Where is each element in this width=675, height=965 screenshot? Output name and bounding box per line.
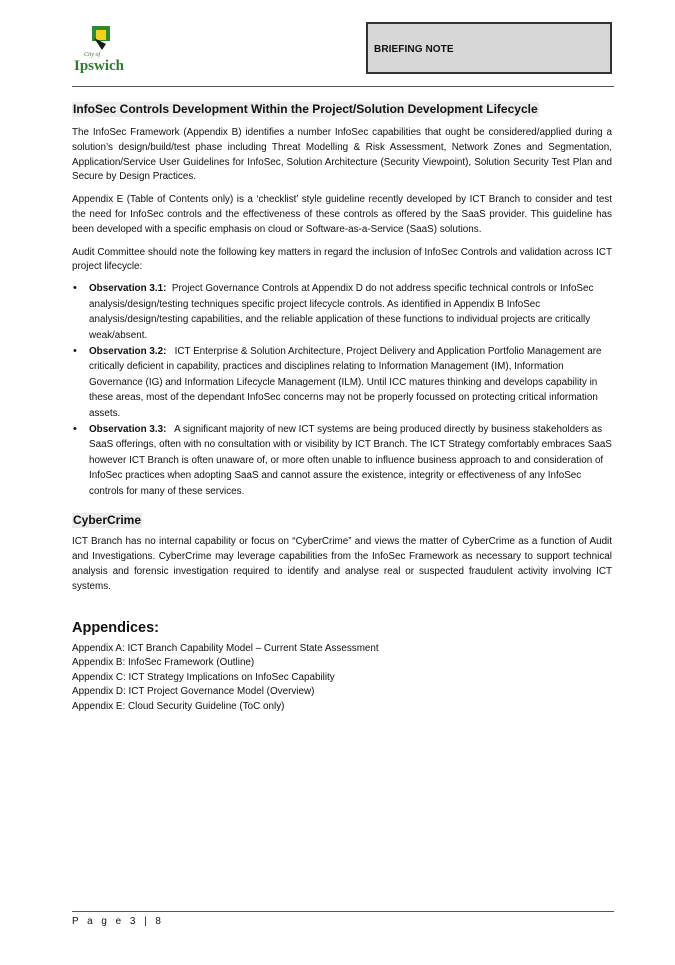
appendix-item: Appendix C: ICT Strategy Implications on InfoSec Capability <box>72 671 335 683</box>
observations-list <box>72 281 612 499</box>
observation-text: A significant majority of new ICT systems are being produced directly by business stakeholders as SaaS offerings, often with no consultation with or visibility by ICT Branch. The ICT Strategy comfortably embraces SaaS however ICT Branch is often unaware of, or more often unable to influence business approach to and consideration of InfoSec practices when adopting SaaS and cannot assure the existence, integrity or effectiveness of any InfoSec controls for many of these services. <box>89 423 612 497</box>
section-heading-infosec: InfoSec Controls Development Within the Project/Solution Development Lifecycle <box>73 102 538 116</box>
svg-text:City of: City of <box>84 52 101 58</box>
observation-item <box>89 344 612 422</box>
observation-label: Observation 3.2: <box>89 345 167 357</box>
observation-text: Project Governance Controls at Appendix D do not address specific technical controls or InfoSec analysis/design/testing techniques specific project lifecycle controls. As identified in Appendix B InfoSec analysis/design/testing capabilities, and the reliable application of these functions to individual projects are critically weak/absent. <box>89 283 594 341</box>
paragraph-cybercrime: ICT Branch has no internal capability or focus on “CyberCrime” and views the matter of CyberCrime as a function of Audit and Investigations. CyberCrime may leverage capabilities from the InfoSec Framework as necessary to support technical analysis and forensic investigation required to identify and analyse real or suspected fraudulent activity involving ICT systems. <box>72 536 612 592</box>
briefing-note-box <box>366 22 612 74</box>
paragraph-appendix-e: Appendix E (Table of Contents only) is a ‘checklist’ style guideline recently developed by ICT Branch to consider and test the need for InfoSec controls and the effectiveness of these controls as offered by the SaaS provider. This guideline has been developed with a specific emphasis on cloud or Software-as-a-Service (SaaS) solutions. <box>72 194 612 235</box>
paragraph-infosec-framework: The InfoSec Framework (Appendix B) identifies a number InfoSec capabilities that ought be considered/applied during a solution’s design/build/test phase including Threat Modelling & Risk Assessment, Network Zones and Segmentation, Application/Service User Guidelines for InfoSec, Solution Architecture (Security Viewpoint), Solution Security Test Plan and Secure by Design Practices. <box>72 127 612 183</box>
city-of-ipswich-logo <box>72 24 134 74</box>
section-heading-cybercrime: CyberCrime <box>73 513 142 528</box>
observation-label: Observation 3.3: <box>89 423 167 435</box>
appendix-item: Appendix B: InfoSec Framework (Outline) <box>72 657 255 669</box>
observation-item <box>89 281 612 343</box>
page-number: P a g e 3 | 8 <box>72 916 164 927</box>
appendix-item: Appendix D: ICT Project Governance Model (Overview) <box>72 686 315 698</box>
header-divider <box>72 86 614 87</box>
appendix-item: Appendix A: ICT Branch Capability Model – Current State Assessment <box>72 642 379 654</box>
appendix-item: Appendix E: Cloud Security Guideline (ToC only) <box>72 701 285 713</box>
paragraph-audit-committee: Audit Committee should note the following key matters in regard the inclusion of InfoSec Controls and validation across ICT project lifecycle: <box>72 246 612 273</box>
briefing-note-label: BRIEFING NOTE <box>374 44 454 55</box>
appendices-list <box>72 642 612 715</box>
observation-label: Observation 3.1: <box>89 283 167 295</box>
document-body <box>72 100 612 715</box>
svg-text:Ipswich: Ipswich <box>74 58 125 74</box>
observation-item <box>89 422 612 500</box>
appendices-heading: Appendices: <box>72 619 160 636</box>
observation-text: ICT Enterprise & Solution Architecture, Project Delivery and Application Portfolio Management are critically deficient in capability, practices and disciplines relating to Information Management (IM), Information Governance (IG) and Information Lifecycle Management (ILM). Until ICC matures thinking and develops capability in these areas, most of the dependant InfoSec concerns may not be properly focussed on protecting critical information assets. <box>89 345 602 419</box>
footer-divider <box>72 911 614 912</box>
